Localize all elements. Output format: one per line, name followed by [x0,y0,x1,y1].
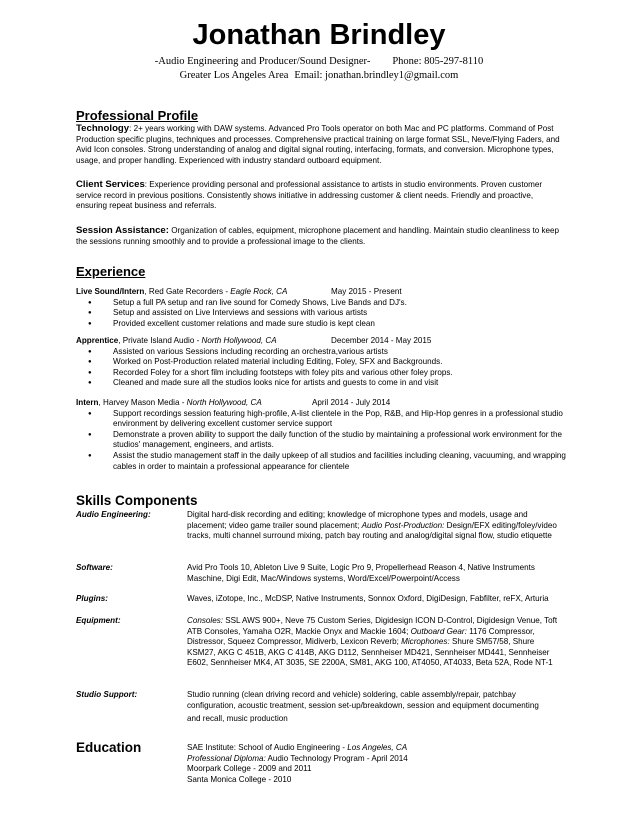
skill-label: Software: [76,563,113,572]
contact-line-2 [0,69,638,82]
technology-paragraph [76,124,566,166]
post-production-text: Design/EFX editing/foley/video tracks, multi channel surround mixing, patch bay routing and analog/digital signal flow, studio etiquette [187,520,557,541]
experience-heading: Experience [76,264,146,279]
list-item: ● Setup a full PA setup and ran live sound for Comedy Shows, Live Bands and DJ's. [76,298,566,309]
consoles-text: SSL AWS 900+, Neve 75 Custom Series, Digidesign ICON D-Control, Digidesign Venue, Toft ATB Consoles, Yamaha O2R, Mackie Onyx and Mackie 1604; [187,616,558,636]
job-header [76,287,566,298]
client-label: Client Services [76,179,145,190]
client-paragraph [76,180,566,212]
diploma-text: Audio Technology Program - April 2014 [265,753,408,763]
diploma-label: Professional Diploma: [187,753,266,763]
job-header [76,398,566,409]
job-dates: December 2014 - May 2015 [331,336,432,345]
studio-line: and recall, music production [187,714,288,724]
job-place: North Hollywood, CA [201,336,277,345]
outboard-label: Outboard Gear: [410,626,467,636]
skill-value: Waves, iZotope, Inc., McDSP, Native Instruments, Sonnox Oxford, DigiDesign, Fabfilter, reFX, Arturia [187,594,549,603]
phone: Phone: 805-297-8110 [392,56,484,67]
job-place: North Hollywood, CA [186,398,262,407]
job-bullets [76,347,566,389]
skill-value [187,616,565,669]
job-3 [76,398,566,472]
skill-label: Equipment: [76,616,121,625]
contact-line-1 [0,55,638,68]
list-item: ● Assisted on various Sessions including recording an orchestra,various artists [76,347,566,358]
list-item: ● Assist the studio management staff in the daily upkeep of all studios and facilities including cleaning, vacuuming, and wrapping cables in order to maintain a professional appearance for clientele [76,451,566,472]
list-item: ● Recorded Foley for a short film including footsteps with foley pits and various other foley props. [76,368,566,379]
education-heading: Education [76,740,142,755]
session-label: Session Assistance: [76,225,169,236]
skill-label: Audio Engineering: [76,510,151,519]
client-text: : Experience providing personal and professional assistance to artists in studio environments. Proven customer service record in previous positions. Consistently shows initiative in addressing customer & client needs. Friendly and proactive, ensuring repeat business and referrals. [76,180,543,211]
location: Greater Los Angeles Area [179,70,289,81]
list-item: ● Setup and assisted on Live Interviews and sessions with various artists [76,308,566,319]
outboard-text: 1176 Compressor, Distressor, Squeez Compressor, Midiverb, Lexicon Reverb; [187,626,535,647]
job-role: Intern [76,398,99,407]
job-company: , Harvey Mason Media - [98,398,187,407]
skill-label: Studio Support: [76,690,138,699]
consoles-label: Consoles: [187,616,223,625]
profile-heading: Professional Profile [76,108,199,123]
email: Email: jonathan.brindley1@gmail.com [294,70,459,81]
list-item: ● Cleaned and made sure all the studios looks nice for artists and guests to come in and visit [76,378,566,389]
client-services-block [76,180,566,212]
candidate-name: Jonathan Brindley [192,19,446,51]
skill-value [187,510,565,542]
studio-line: configuration, acoustic treatment, session set-up/breakdown, session and equipment documenting [187,700,539,710]
microphones-text: Shure SM57/58, Shure KSM27, AKG C 451B, AKG C 414B, AKG D112, Sennheiser MD421, Sennheiser MD441, Sennheiser E602, Sennheiser MK4, AT 3035, SE 2200A, SM81, AKG 100, AT4050, AT4033, Beta 52A, Rode NT-1 [187,637,553,668]
list-item: ● Demonstrate a proven ability to support the daily function of the studio by maintaining a professional work environment for the studios' management, engineers, and artists. [76,430,566,451]
session-paragraph [76,226,566,247]
studio-line: Studio running (clean driving record and vehicle) soldering, cable assembly/repair, patchbay [187,690,516,699]
skill-value: Avid Pro Tools 10, Ableton Live 9 Suite, Logic Pro 9, Propellerhead Reason 4, Native Instruments Maschine, Digi Edit, Mac/Windows systems, Word/Excel/Powerpoint/Access [187,563,535,583]
school-line [187,743,567,754]
job-bullets [76,298,566,330]
experience-section [76,264,566,280]
job-place: Eagle Rock, CA [230,287,288,296]
job-role: Live Sound/Intern [76,287,145,296]
job-header [76,336,566,347]
session-text: Organization of cables, equipment, microphone placement and handling. Maintain studio cleanliness to keep the sessions running smoothly and to provide a professional image to the clients. [76,226,560,246]
list-item: ● Worked on Post-Production related material including Editing, Foley, SFX and Backgrounds. [76,357,566,368]
session-assistance-block [76,226,566,247]
job-bullets [76,409,566,473]
job-2 [76,336,566,389]
post-production-label: Audio Post-Production: [361,520,445,530]
skill-label: Plugins: [76,594,108,603]
profile-section [76,108,566,166]
list-item: ● Provided excellent customer relations and made sure studio is kept clean [76,319,566,330]
education-details [187,743,567,785]
job-company: , Private Island Audio - [118,336,202,345]
skills-section [76,493,566,509]
technology-label: Technology [76,123,130,134]
technology-text: : 2+ years working with DAW systems. Advanced Pro Tools operator on both Mac and PC platforms. Command of Post Production specific plugins, techniques and processes. Comprehensive practical training on large format SSL, Neve/Flying Faders, and Avid Icon consoles. Strong understanding of analog and digital signal routing, interfacing, formats, and conversion. Microphone types, usage, and proper handling. Experienced with industry standard outboard equipment. [76,124,560,165]
job-dates: May 2015 - Present [331,287,402,296]
school-place: Los Angeles, CA [347,743,408,752]
job-title-line: -Audio Engineering and Producer/Sound Designer- [154,56,371,67]
school-name: SAE Institute: School of Audio Engineering - [187,743,348,752]
santa-monica-line: Santa Monica College - 2010 [187,774,292,784]
audio-text: Digital hard-disk recording and editing; knowledge of microphone types and models, usage and placement; video game trailer sound placement; [187,510,528,530]
skill-value [187,690,565,725]
skills-heading: Skills Components [76,493,198,508]
moorpark-line: Moorpark College - 2009 and 2011 [187,764,312,774]
microphones-label: Microphones: [401,637,450,647]
job-company: , Red Gate Recorders - [144,287,231,296]
list-item: ● Support recordings session featuring high-profile, A-list clientele in the Pop, R&B, and Hip-Hop genres in a professional studio environment by delivering excellent customer service support [76,409,566,430]
job-1 [76,287,566,329]
job-dates: April 2014 - July 2014 [312,398,391,407]
diploma-line [187,754,567,765]
job-role: Apprentice [76,336,119,345]
